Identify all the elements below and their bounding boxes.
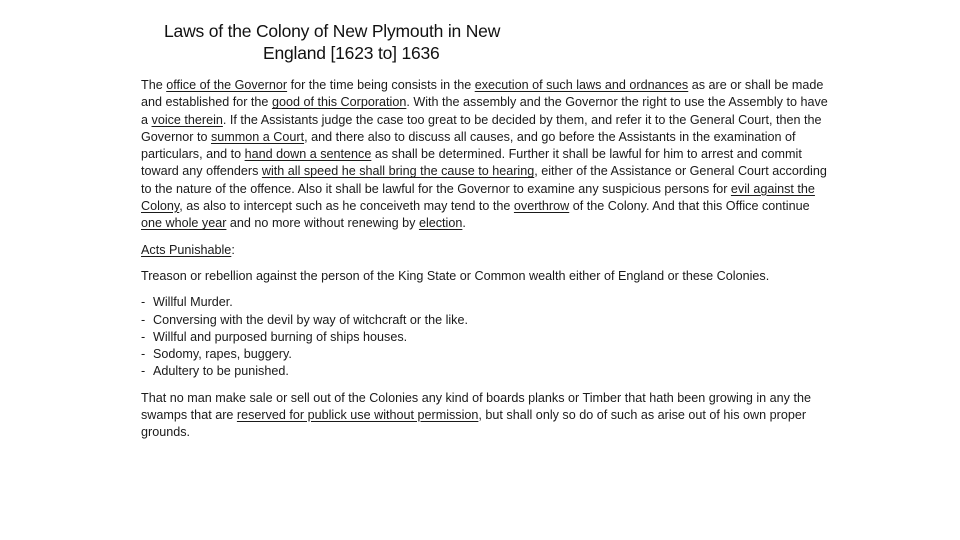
text-span: as are or shall be made and established for the [141,78,824,110]
text-span: as shall be determined. Further it shall be lawful for him to arrest and commit toward any offenders [141,147,802,179]
dash-bullet: - [141,347,146,362]
list-item [141,329,831,346]
acts-heading-colon: : [231,242,235,257]
governor-office-paragraph [141,77,831,233]
text-span: The [141,78,167,92]
dash-bullet: - [141,364,146,379]
list-item-text: Willful and purposed burning of ships houses. [153,329,408,344]
title-line-2: England [1623 to] 1636 [263,43,440,63]
list-item [141,346,831,363]
text-span: That no man make sale or sell out of the Colonies any kind of boards planks or Timber that hath been growing in any the swamps that are [141,390,811,423]
treason-paragraph: Treason or rebellion against the person of the King State or Common wealth either of England or these Colonies. [141,268,770,283]
list-item [141,363,831,380]
body-text [141,77,831,451]
text-span: and no more without renewing by [226,216,419,231]
offences-list [141,294,831,380]
list-item-text: Conversing with the devil by way of witchcraft or the like. [153,312,468,327]
underlined-phrase: evil against the Colony [141,181,815,214]
acts-punishable-heading [141,242,831,259]
text-span: . [462,216,466,231]
text-span: . If the Assistants judge the case too great to be decided by them, and refer it to the General Court, then the Governor to [141,112,822,144]
list-item-text: Adultery to be punished. [153,364,289,379]
underlined-phrase: one whole year [141,216,227,231]
text-span: , and there also to discuss all causes, and go before the Assistants in the examination of particulars, and to [141,129,796,162]
list-item [141,294,831,311]
underlined-phrase: summon a Court [211,129,305,144]
text-span: . With the assembly and the Governor the right to use the Assembly to have a [141,95,828,127]
underlined-phrase: overthrow [513,199,570,214]
page-title [164,20,564,64]
list-item-text: Willful Murder. [153,295,233,310]
text-span: for the time being consists in the [287,78,475,92]
underlined-phrase: good of this Corporation [271,95,407,110]
acts-heading-text: Acts Punishable [141,242,232,257]
list-item [141,312,831,329]
underlined-phrase: execution of such laws and ordnances [474,78,689,92]
dash-bullet: - [141,329,146,344]
text-span: , either of the Assistance or General Court according to the nature of the offence. Also it shall be lawful for the Governor to examine any suspicious persons for [141,164,827,196]
dash-bullet: - [141,312,146,327]
title-line-1: Laws of the Colony of New Plymouth in New [164,21,501,41]
underlined-phrase: office of the Governor [166,78,288,92]
text-span: , as also to intercept such as he conceiveth may tend to the [179,199,514,214]
dash-bullet: - [141,295,146,310]
text-span: of the Colony. And that this Office continue [569,199,810,214]
underlined-phrase: voice therein [151,112,223,127]
underlined-phrase: election [418,216,463,231]
underlined-phrase: with all speed he shall bring the cause to hearing [261,164,535,179]
timber-paragraph [141,390,831,442]
list-item-text: Sodomy, rapes, buggery. [153,347,292,362]
underlined-phrase: reserved for publick use without permission [236,408,479,423]
text-span: , but shall only so do of such as arise out of his own proper grounds. [141,408,807,440]
underlined-phrase: hand down a sentence [244,147,372,162]
